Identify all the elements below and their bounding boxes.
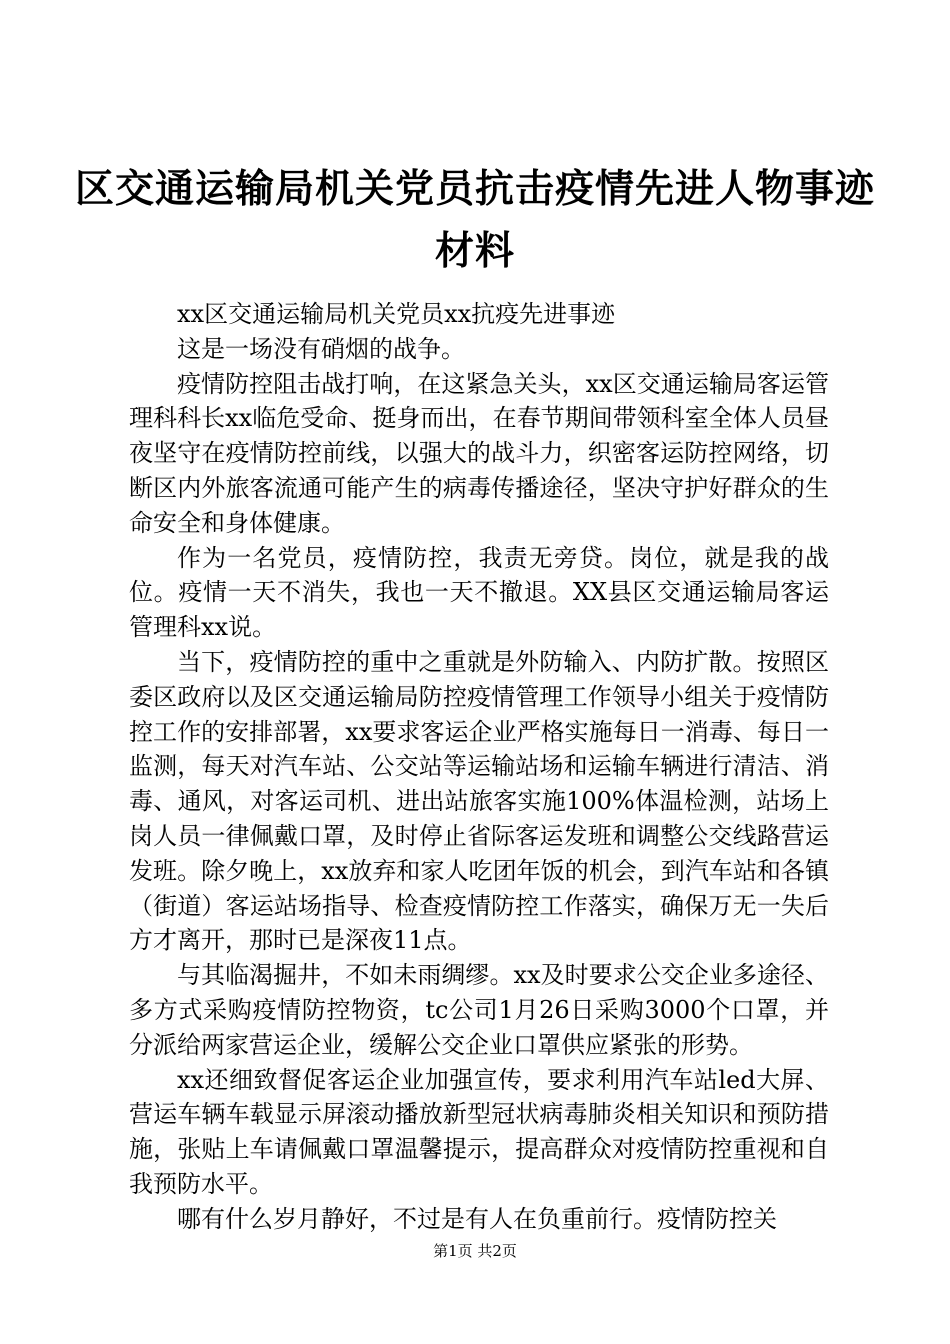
paragraph: 疫情防控阻击战打响，在这紧急关头，xx区交通运输局客运管理科科长xx临危受命、挺身而出，在春节期间带领科室全体人员昼夜坚守在疫情防控前线，以强大的战斗力，织密客运防控网络，切断区内外旅客流通可能产生的病毒传播途径，坚决守护好群众的生命安全和身体健康。	[129, 369, 829, 537]
paragraph: xx还细致督促客运企业加强宣传，要求利用汽车站led大屏、营运车辆车载显示屏滚动播放新型冠状病毒肺炎相关知识和预防措施，张贴上车请佩戴口罩温馨提示，提高群众对疫情防控重视和自我预防水平。	[129, 1065, 829, 1198]
document-title: 区交通运输局机关党员抗击疫情先进人物事迹材料	[74, 166, 875, 274]
paragraph: 作为一名党员，疫情防控，我责无旁贷。岗位，就是我的战位。疫情一天不消失，我也一天不撤退。XX县区交通运输局客运管理科xx说。	[129, 543, 829, 642]
paragraph-subtitle: xx区交通运输局机关党员xx抗疫先进事迹	[177, 300, 616, 328]
page-footer: 第1页 共2页	[433, 1242, 517, 1260]
paragraph: 当下，疫情防控的重中之重就是外防输入、内防扩散。按照区委区政府以及区交通运输局防控疫情管理工作领导小组关于疫情防控工作的安排部署，xx要求客运企业严格实施每日一消毒、每日一监测，每天对汽车站、公交站等运输站场和运输车辆进行清洁、消毒、通风，对客运司机、进出站旅客实施100%体温检测，站场上岗人员一律佩戴口罩，及时停止省际客运发班和调整公交线路营运发班。除夕晚上，xx放弃和家人吃团年饭的机会，到汽车站和各镇（街道）客运站场指导、检查疫情防控工作落实，确保万无一失后方才离开，那时已是深夜11点。	[129, 647, 829, 955]
paragraph: 这是一场没有硝烟的战争。	[177, 334, 465, 363]
paragraph: 哪有什么岁月静好，不过是有人在负重前行。疫情防控关	[177, 1204, 777, 1233]
paragraph: 与其临渴掘井，不如未雨绸缪。xx及时要求公交企业多途径、多方式采购疫情防控物资，tc公司1月26日采购3000个口罩，并分派给两家营运企业，缓解公交企业口罩供应紧张的形势。	[129, 961, 829, 1059]
document-body	[129, 297, 829, 1237]
